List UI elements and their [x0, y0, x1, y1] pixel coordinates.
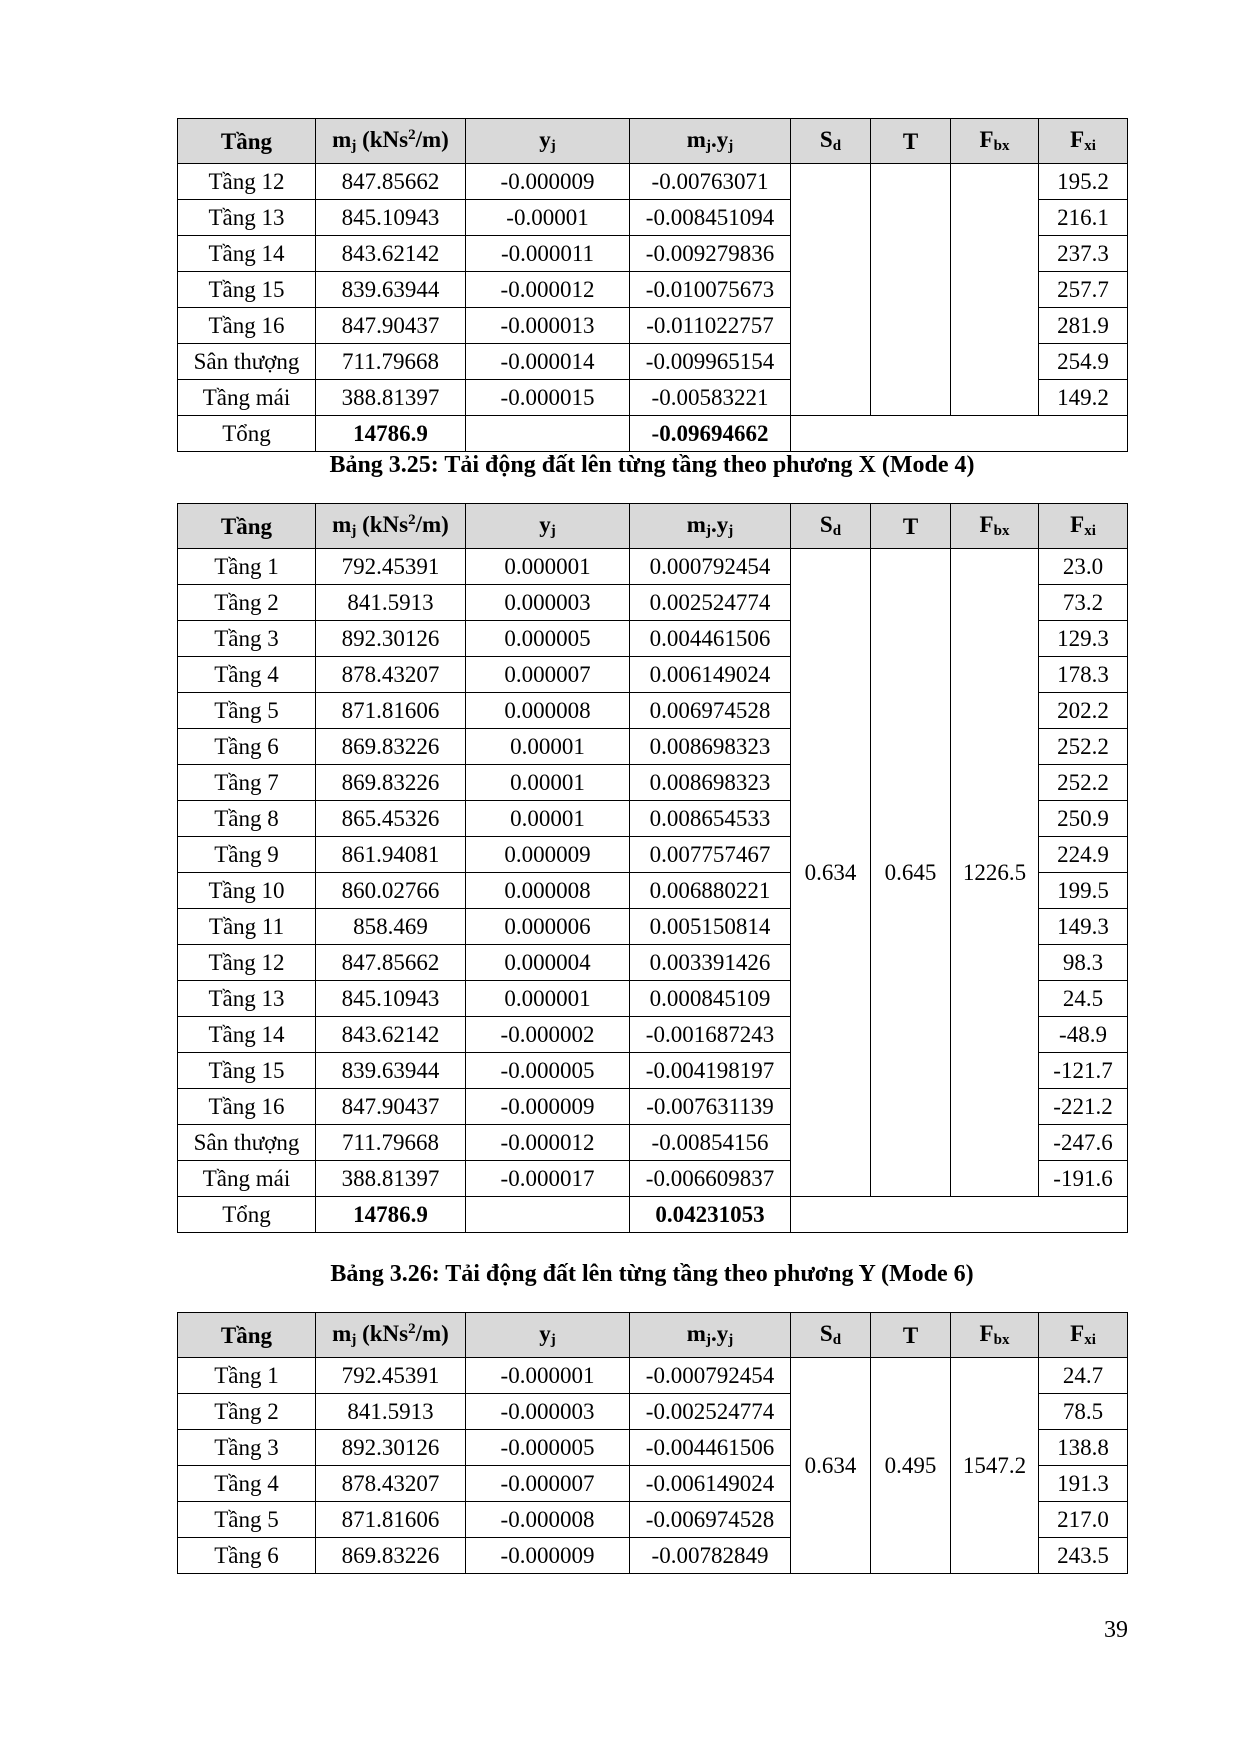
cell-yj: 0.000008 — [466, 693, 630, 729]
cell-mjyj: -0.000792454 — [630, 1358, 791, 1394]
total-row — [178, 416, 1128, 452]
cell-fxi: 202.2 — [1039, 693, 1128, 729]
cell-tang: Tầng 16 — [178, 308, 316, 344]
col-header-yj: $y_j$ — [466, 504, 630, 549]
col-header-mj: $m_j$ (kNs$^2$/m) — [316, 1313, 466, 1358]
cell-fxi: 195.2 — [1039, 164, 1128, 200]
cell-tang: Tầng 14 — [178, 1017, 316, 1053]
cell-fxi: 237.3 — [1039, 236, 1128, 272]
table-mode4-x — [177, 503, 1128, 1233]
cell-fxi: 24.5 — [1039, 981, 1128, 1017]
cell-mj: 869.83226 — [316, 765, 466, 801]
table-mode6-header — [178, 1313, 1128, 1358]
cell-total-yj — [466, 416, 630, 452]
cell-fxi: 24.7 — [1039, 1358, 1128, 1394]
cell-tang: Sân thượng — [178, 1125, 316, 1161]
cell-mjyj: 0.004461506 — [630, 621, 791, 657]
cell-mjyj: -0.00782849 — [630, 1538, 791, 1574]
col-header-t: T — [871, 504, 951, 549]
col-header-t: T — [871, 1313, 951, 1358]
cell-mjyj: 0.008698323 — [630, 765, 791, 801]
cell-tang: Tầng 4 — [178, 1466, 316, 1502]
table-row — [178, 164, 1128, 200]
page-number: 39 — [1104, 1617, 1128, 1643]
cell-mj: 843.62142 — [316, 1017, 466, 1053]
cell-total-empty — [791, 416, 1128, 452]
cell-tang: Tầng 6 — [178, 729, 316, 765]
cell-fxi: 78.5 — [1039, 1394, 1128, 1430]
cell-fxi: 281.9 — [1039, 308, 1128, 344]
table-mode6-y — [177, 1312, 1128, 1574]
cell-mj: 878.43207 — [316, 657, 466, 693]
cell-tang: Tầng 12 — [178, 945, 316, 981]
col-header-mjyj: $m_j.y_j$ — [630, 504, 791, 549]
cell-yj: 0.000004 — [466, 945, 630, 981]
cell-yj: -0.000007 — [466, 1466, 630, 1502]
cell-yj: -0.000009 — [466, 164, 630, 200]
cell-tang: Tầng 13 — [178, 981, 316, 1017]
cell-mjyj: 0.006974528 — [630, 693, 791, 729]
table-row — [178, 1358, 1128, 1394]
cell-fxi: -221.2 — [1039, 1089, 1128, 1125]
cell-mj: 845.10943 — [316, 200, 466, 236]
cell-fxi: 98.3 — [1039, 945, 1128, 981]
cell-mjyj: 0.006149024 — [630, 657, 791, 693]
col-header-yj: $y_j$ — [466, 119, 630, 164]
cell-mjyj: -0.004198197 — [630, 1053, 791, 1089]
cell-yj: -0.000017 — [466, 1161, 630, 1197]
cell-tang: Tầng 3 — [178, 1430, 316, 1466]
cell-mj: 892.30126 — [316, 1430, 466, 1466]
cell-mj: 847.85662 — [316, 945, 466, 981]
col-header-tang: Tầng — [178, 504, 316, 549]
cell-yj: -0.000005 — [466, 1430, 630, 1466]
cell-fxi: 257.7 — [1039, 272, 1128, 308]
col-header-fbx: $F_{bx}$ — [951, 504, 1039, 549]
cell-total-yj — [466, 1197, 630, 1233]
cell-tang: Tầng 12 — [178, 164, 316, 200]
cell-mj: 878.43207 — [316, 1466, 466, 1502]
table-row — [178, 549, 1128, 585]
cell-fxi: 254.9 — [1039, 344, 1128, 380]
cell-fxi: -191.6 — [1039, 1161, 1128, 1197]
total-row — [178, 1197, 1128, 1233]
cell-yj: -0.000013 — [466, 308, 630, 344]
cell-mj: 711.79668 — [316, 344, 466, 380]
cell-mjyj: -0.006609837 — [630, 1161, 791, 1197]
cell-mjyj: 0.003391426 — [630, 945, 791, 981]
cell-t: 0.495 — [871, 1358, 951, 1574]
cell-mjyj: -0.006974528 — [630, 1502, 791, 1538]
cell-tang: Tầng 1 — [178, 549, 316, 585]
cell-tang: Tầng 6 — [178, 1538, 316, 1574]
cell-mjyj: 0.008698323 — [630, 729, 791, 765]
cell-fxi: 217.0 — [1039, 1502, 1128, 1538]
cell-yj: -0.000005 — [466, 1053, 630, 1089]
cell-yj: -0.000003 — [466, 1394, 630, 1430]
cell-mjyj: 0.005150814 — [630, 909, 791, 945]
cell-fxi: 138.8 — [1039, 1430, 1128, 1466]
header-row — [178, 504, 1128, 549]
cell-tang: Sân thượng — [178, 344, 316, 380]
cell-mjyj: -0.010075673 — [630, 272, 791, 308]
cell-total-mj: 14786.9 — [316, 1197, 466, 1233]
col-header-fbx: $F_{bx}$ — [951, 119, 1039, 164]
cell-fbx — [951, 164, 1039, 416]
cell-tang: Tầng 5 — [178, 693, 316, 729]
cell-mj: 839.63944 — [316, 1053, 466, 1089]
cell-mj: 847.85662 — [316, 164, 466, 200]
cell-t — [871, 164, 951, 416]
cell-mj: 861.94081 — [316, 837, 466, 873]
col-header-mj: $m_j$ (kNs$^2$/m) — [316, 504, 466, 549]
cell-yj: 0.00001 — [466, 765, 630, 801]
cell-mjyj: -0.008451094 — [630, 200, 791, 236]
cell-mj: 847.90437 — [316, 308, 466, 344]
cell-yj: 0.000007 — [466, 657, 630, 693]
cell-mj: 792.45391 — [316, 1358, 466, 1394]
cell-fxi: 149.3 — [1039, 909, 1128, 945]
cell-mj: 845.10943 — [316, 981, 466, 1017]
cell-mjyj: -0.009965154 — [630, 344, 791, 380]
cell-tang: Tầng 2 — [178, 585, 316, 621]
cell-yj: 0.00001 — [466, 801, 630, 837]
cell-tang: Tầng 8 — [178, 801, 316, 837]
cell-yj: -0.000009 — [466, 1089, 630, 1125]
cell-mj: 865.45326 — [316, 801, 466, 837]
cell-tang: Tầng 1 — [178, 1358, 316, 1394]
cell-mjyj: -0.00854156 — [630, 1125, 791, 1161]
cell-sd — [791, 164, 871, 416]
col-header-mjyj: $m_j.y_j$ — [630, 1313, 791, 1358]
cell-yj: -0.000009 — [466, 1538, 630, 1574]
cell-total-mjyj: 0.04231053 — [630, 1197, 791, 1233]
cell-sd: 0.634 — [791, 1358, 871, 1574]
cell-yj: -0.000015 — [466, 380, 630, 416]
cell-mjyj: 0.006880221 — [630, 873, 791, 909]
table-caption-x: Bảng 3.25: Tải động đất lên từng tầng theo phương X (Mode 4) — [329, 452, 975, 478]
table-continuation — [177, 118, 1128, 452]
cell-mjyj: -0.004461506 — [630, 1430, 791, 1466]
cell-yj: -0.000008 — [466, 1502, 630, 1538]
cell-mj: 388.81397 — [316, 380, 466, 416]
cell-mj: 869.83226 — [316, 1538, 466, 1574]
cell-tang: Tầng 14 — [178, 236, 316, 272]
cell-yj: 0.000001 — [466, 549, 630, 585]
cell-mjyj: -0.009279836 — [630, 236, 791, 272]
col-header-mjyj: $m_j.y_j$ — [630, 119, 791, 164]
cell-yj: -0.000002 — [466, 1017, 630, 1053]
col-header-fbx: $F_{bx}$ — [951, 1313, 1039, 1358]
cell-yj: -0.000012 — [466, 1125, 630, 1161]
col-header-t: T — [871, 119, 951, 164]
col-header-tang: Tầng — [178, 119, 316, 164]
cell-sd: 0.634 — [791, 549, 871, 1197]
col-header-mj: $m_j$ (kNs$^2$/m) — [316, 119, 466, 164]
cell-fxi: 191.3 — [1039, 1466, 1128, 1502]
cell-mj: 841.5913 — [316, 585, 466, 621]
cell-fxi: 216.1 — [1039, 200, 1128, 236]
cell-tang: Tầng 5 — [178, 1502, 316, 1538]
cell-mjyj: 0.002524774 — [630, 585, 791, 621]
cell-mj: 860.02766 — [316, 873, 466, 909]
cell-yj: -0.000012 — [466, 272, 630, 308]
table-continuation-body — [178, 164, 1128, 452]
cell-fxi: 178.3 — [1039, 657, 1128, 693]
cell-yj: 0.000006 — [466, 909, 630, 945]
cell-tang: Tầng mái — [178, 1161, 316, 1197]
cell-yj: 0.000003 — [466, 585, 630, 621]
cell-mjyj: -0.011022757 — [630, 308, 791, 344]
cell-mj: 711.79668 — [316, 1125, 466, 1161]
table-mode6-body — [178, 1358, 1128, 1574]
cell-mjyj: 0.008654533 — [630, 801, 791, 837]
cell-mj: 892.30126 — [316, 621, 466, 657]
cell-fxi: 252.2 — [1039, 765, 1128, 801]
cell-mjyj: 0.000792454 — [630, 549, 791, 585]
cell-total-label: Tổng — [178, 416, 316, 452]
cell-mjyj: 0.007757467 — [630, 837, 791, 873]
cell-t: 0.645 — [871, 549, 951, 1197]
cell-mjyj: 0.000845109 — [630, 981, 791, 1017]
cell-tang: Tầng 15 — [178, 272, 316, 308]
cell-yj: 0.000009 — [466, 837, 630, 873]
cell-mjyj: -0.001687243 — [630, 1017, 791, 1053]
cell-yj: -0.000014 — [466, 344, 630, 380]
cell-tang: Tầng 11 — [178, 909, 316, 945]
cell-fxi: -48.9 — [1039, 1017, 1128, 1053]
cell-mj: 869.83226 — [316, 729, 466, 765]
cell-fxi: 243.5 — [1039, 1538, 1128, 1574]
cell-mjyj: -0.00763071 — [630, 164, 791, 200]
cell-fxi: 149.2 — [1039, 380, 1128, 416]
cell-mj: 388.81397 — [316, 1161, 466, 1197]
cell-tang: Tầng 7 — [178, 765, 316, 801]
cell-yj: 0.000001 — [466, 981, 630, 1017]
cell-fxi: 199.5 — [1039, 873, 1128, 909]
col-header-fxi: $F_{xi}$ — [1039, 504, 1128, 549]
cell-tang: Tầng 16 — [178, 1089, 316, 1125]
cell-fxi: 23.0 — [1039, 549, 1128, 585]
cell-mj: 792.45391 — [316, 549, 466, 585]
col-header-sd: $S_d$ — [791, 1313, 871, 1358]
cell-total-empty — [791, 1197, 1128, 1233]
cell-mj: 871.81606 — [316, 693, 466, 729]
cell-mj: 841.5913 — [316, 1394, 466, 1430]
cell-tang: Tầng 13 — [178, 200, 316, 236]
cell-mj: 847.90437 — [316, 1089, 466, 1125]
cell-mj: 839.63944 — [316, 272, 466, 308]
cell-fbx: 1226.5 — [951, 549, 1039, 1197]
cell-tang: Tầng 15 — [178, 1053, 316, 1089]
cell-fxi: -247.6 — [1039, 1125, 1128, 1161]
cell-fxi: 224.9 — [1039, 837, 1128, 873]
cell-tang: Tầng mái — [178, 380, 316, 416]
cell-yj: 0.000005 — [466, 621, 630, 657]
cell-fxi: 250.9 — [1039, 801, 1128, 837]
cell-total-mj: 14786.9 — [316, 416, 466, 452]
cell-yj: 0.00001 — [466, 729, 630, 765]
col-header-yj: $y_j$ — [466, 1313, 630, 1358]
col-header-sd: $S_d$ — [791, 119, 871, 164]
cell-fxi: 73.2 — [1039, 585, 1128, 621]
cell-yj: -0.000001 — [466, 1358, 630, 1394]
col-header-tang: Tầng — [178, 1313, 316, 1358]
header-row — [178, 119, 1128, 164]
cell-fxi: 129.3 — [1039, 621, 1128, 657]
cell-mjyj: -0.007631139 — [630, 1089, 791, 1125]
header-row — [178, 1313, 1128, 1358]
table-mode4-body — [178, 549, 1128, 1233]
col-header-fxi: $F_{xi}$ — [1039, 1313, 1128, 1358]
cell-tang: Tầng 9 — [178, 837, 316, 873]
cell-total-mjyj: -0.09694662 — [630, 416, 791, 452]
cell-tang: Tầng 3 — [178, 621, 316, 657]
cell-mjyj: -0.006149024 — [630, 1466, 791, 1502]
col-header-fxi: $F_{xi}$ — [1039, 119, 1128, 164]
cell-total-label: Tổng — [178, 1197, 316, 1233]
table-caption-y: Bảng 3.26: Tải động đất lên từng tầng theo phương Y (Mode 6) — [330, 1261, 974, 1287]
cell-tang: Tầng 4 — [178, 657, 316, 693]
cell-yj: -0.000011 — [466, 236, 630, 272]
cell-mj: 843.62142 — [316, 236, 466, 272]
col-header-sd: $S_d$ — [791, 504, 871, 549]
cell-mjyj: -0.002524774 — [630, 1394, 791, 1430]
cell-fxi: 252.2 — [1039, 729, 1128, 765]
cell-tang: Tầng 10 — [178, 873, 316, 909]
cell-mjyj: -0.00583221 — [630, 380, 791, 416]
table-continuation-header — [178, 119, 1128, 164]
cell-tang: Tầng 2 — [178, 1394, 316, 1430]
cell-mj: 858.469 — [316, 909, 466, 945]
cell-fbx: 1547.2 — [951, 1358, 1039, 1574]
table-mode4-header — [178, 504, 1128, 549]
cell-fxi: -121.7 — [1039, 1053, 1128, 1089]
cell-mj: 871.81606 — [316, 1502, 466, 1538]
cell-yj: 0.000008 — [466, 873, 630, 909]
cell-yj: -0.00001 — [466, 200, 630, 236]
